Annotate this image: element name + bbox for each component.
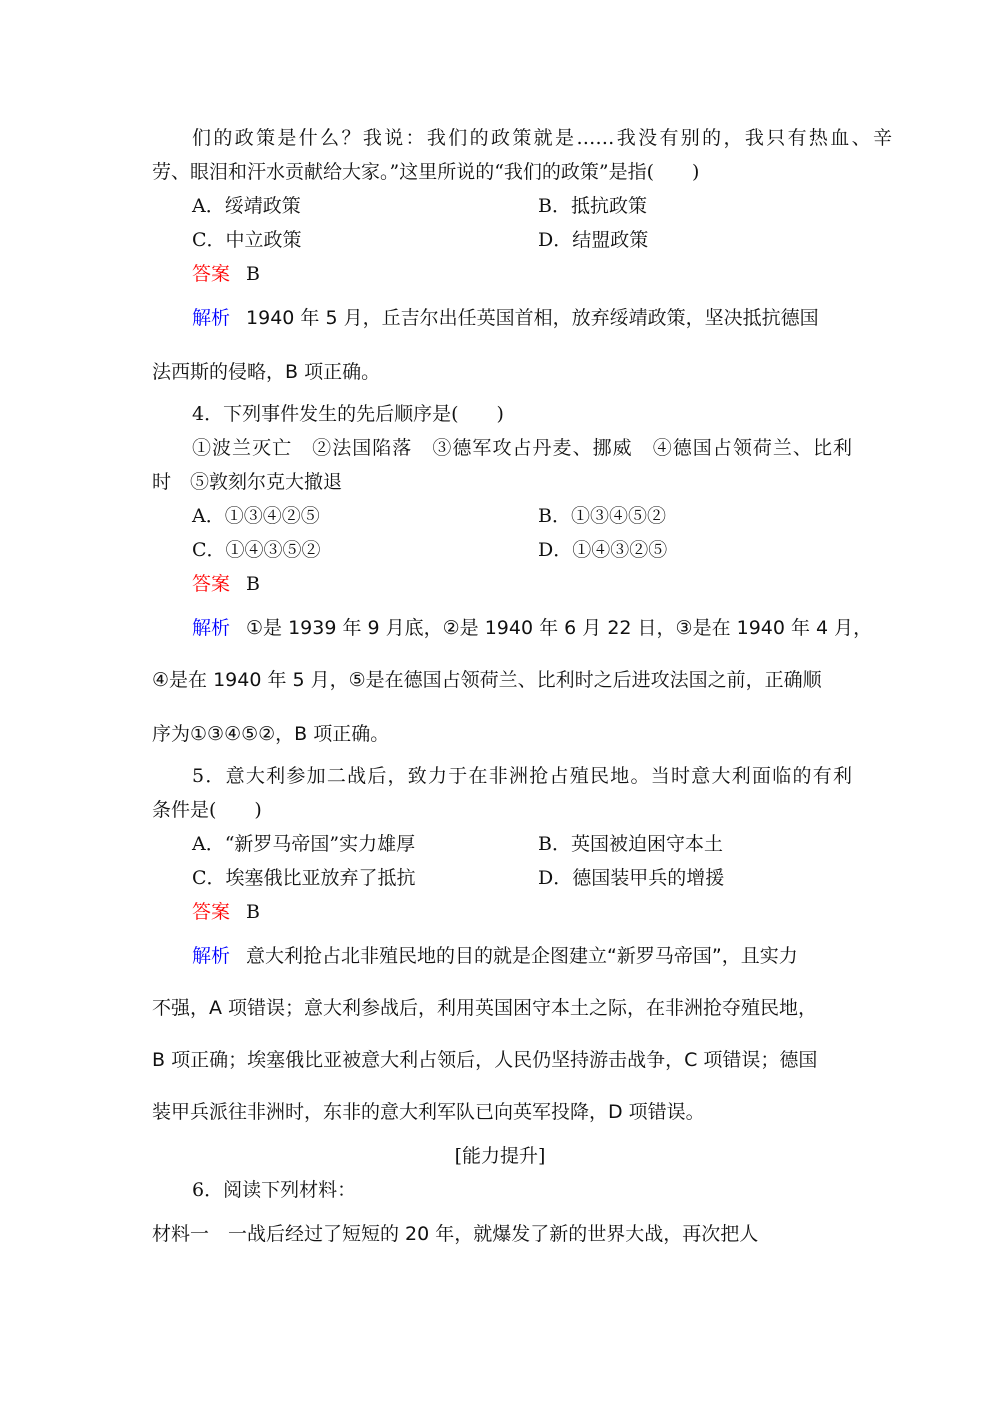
answer-value: B: [246, 901, 260, 923]
q4-option-d: D．①④③②⑤: [538, 539, 668, 561]
q3-stem-line-1: 们的政策是什么？我说：我们的政策就是……我没有别的，我只有热血、辛: [192, 127, 892, 149]
explanation-label: 解析: [192, 945, 231, 967]
q6-material-1: 材料一 一战后经过了短短的 20 年，就爆发了新的世界大战，再次把人: [152, 1223, 759, 1245]
q5-stem-line-2: 条件是( ): [152, 799, 262, 821]
q5-explanation-line-3: B 项正确；埃塞俄比亚被意大利占领后，人民仍坚持游击战争，C 项错误；德国: [152, 1049, 818, 1071]
section-title: [能力提升]: [454, 1145, 546, 1167]
q3-option-b: B．抵抗政策: [538, 195, 647, 217]
q3-explanation-line-1: [192, 306, 852, 330]
q4-option-a: A．①③④②⑤: [192, 505, 320, 527]
q3-option-c: C．中立政策: [192, 229, 302, 251]
explanation-label: 解析: [192, 307, 231, 329]
q5-option-c: C．埃塞俄比亚放弃了抵抗: [192, 867, 416, 889]
q4-explanation-line-2: ④是在 1940 年 5 月，⑤是在德国占领荷兰、比利时之后进攻法国之前，正确顺: [152, 669, 822, 691]
answer-value: B: [246, 263, 260, 285]
q4-answer: [192, 572, 260, 596]
q3-stem-line-2: 劳、眼泪和汗水贡献给大家。”这里所说的“我们的政策”是指( ): [152, 161, 700, 183]
q5-answer: [192, 900, 260, 924]
q4-stem: 4．下列事件发生的先后顺序是( ): [192, 403, 504, 425]
explanation-label: 解析: [192, 617, 231, 639]
q4-option-c: C．①④③⑤②: [192, 539, 321, 561]
q6-stem: 6．阅读下列材料：: [192, 1179, 357, 1201]
explanation-text: ①是 1939 年 9 月底，②是 1940 年 6 月 22 日，③是在 1940 年 4 月，: [246, 617, 873, 639]
answer-label: 答案: [192, 901, 231, 923]
explanation-text: 1940 年 5 月，丘吉尔出任英国首相，放弃绥靖政策，坚决抵抗德国: [246, 307, 819, 329]
q4-events-line-1: ①波兰灭亡 ②法国陷落 ③德军攻占丹麦、挪威 ④德国占领荷兰、比利: [192, 437, 852, 459]
q4-events-line-2: 时 ⑤敦刻尔克大撤退: [152, 471, 343, 493]
q5-explanation-line-4: 装甲兵派往非洲时，东非的意大利军队已向英军投降，D 项错误。: [152, 1101, 705, 1123]
q3-explanation-line-2: 法西斯的侵略，B 项正确。: [152, 361, 381, 383]
q5-explanation-line-2: 不强，A 项错误；意大利参战后，利用英国困守本土之际，在非洲抢夺殖民地，: [152, 997, 818, 1019]
q5-stem-line-1: 5．意大利参加二战后，致力于在非洲抢占殖民地。当时意大利面临的有利: [192, 765, 852, 787]
q5-option-a: A．“新罗马帝国”实力雄厚: [192, 833, 416, 855]
q5-option-b: B．英国被迫困守本土: [538, 833, 723, 855]
q5-explanation-line-1: [192, 944, 852, 968]
q3-option-a: A．绥靖政策: [192, 195, 301, 217]
q3-answer: [192, 262, 260, 286]
q5-option-d: D．德国装甲兵的增援: [538, 867, 725, 889]
q4-explanation-line-1: [192, 616, 873, 640]
q3-option-d: D．结盟政策: [538, 229, 649, 251]
answer-label: 答案: [192, 263, 231, 285]
q4-option-b: B．①③④⑤②: [538, 505, 666, 527]
answer-label: 答案: [192, 573, 231, 595]
q4-explanation-line-3: 序为①③④⑤②，B 项正确。: [152, 723, 390, 745]
explanation-text: 意大利抢占北非殖民地的目的就是企图建立“新罗马帝国”，且实力: [246, 945, 798, 967]
answer-value: B: [246, 573, 260, 595]
